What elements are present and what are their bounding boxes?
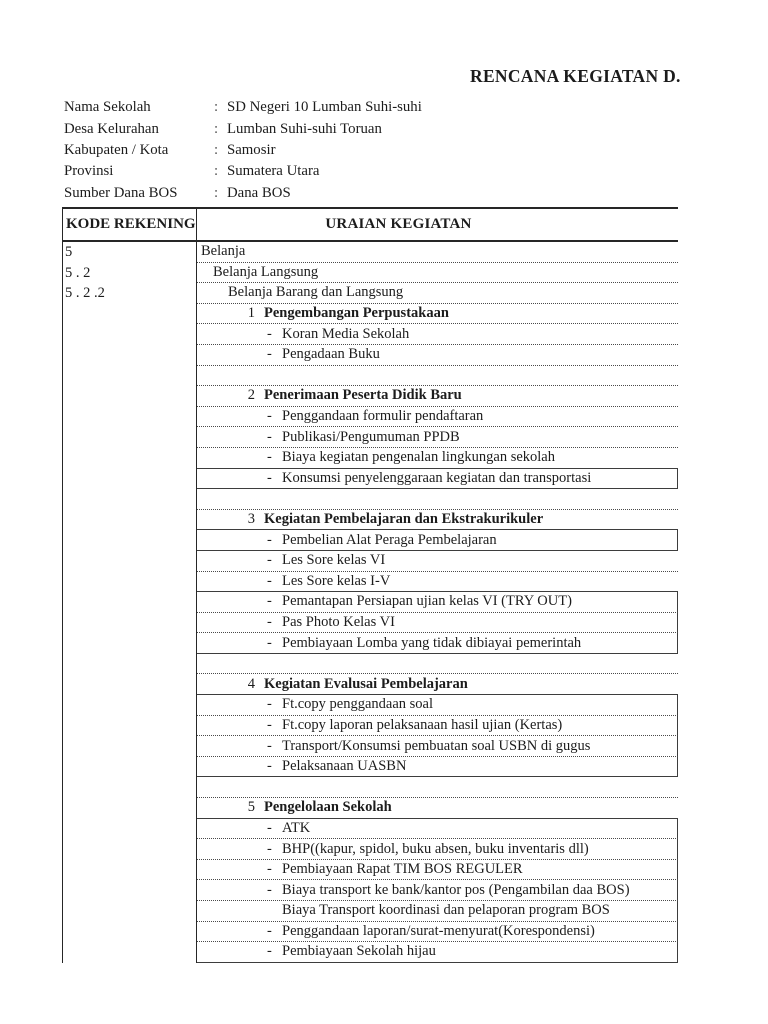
uraian-cell	[197, 510, 678, 531]
item-text: Pelaksanaan UASBN	[282, 758, 407, 775]
item-dash: -	[267, 819, 272, 836]
item-text: Ft.copy penggandaan soal	[282, 696, 434, 713]
section-title: Pengembangan Perpustakaan	[264, 305, 449, 322]
item-dash: -	[267, 881, 272, 898]
table-row	[62, 819, 678, 840]
kode-rekening-cell	[62, 674, 197, 695]
info-row	[64, 161, 422, 182]
section-number: 2	[247, 387, 255, 404]
column-header-uraian-kegiatan: URAIAN KEGIATAN	[325, 216, 472, 232]
uraian-cell	[197, 304, 678, 325]
item-dash: -	[267, 531, 272, 548]
item-dash: -	[267, 737, 272, 754]
item-dash: -	[267, 572, 272, 589]
item-text: ATK	[282, 819, 311, 836]
uraian-cell	[197, 345, 678, 366]
info-separator: :	[214, 99, 219, 116]
kode-rekening-cell	[62, 819, 197, 840]
table-row	[62, 922, 678, 943]
item-dash: -	[267, 922, 272, 939]
section-title: Pengelolaan Sekolah	[264, 799, 392, 816]
item-text: Konsumsi penyelenggaraan kegiatan dan transportasi	[282, 469, 592, 486]
table-row	[62, 366, 678, 387]
kode-rekening-cell: 5 . 2 .2	[62, 283, 197, 304]
page-title: RENCANA KEGIATAN D.	[470, 66, 681, 86]
info-label: Nama Sekolah	[64, 99, 151, 116]
info-label: Provinsi	[64, 163, 114, 180]
section-title: Kegiatan Pembelajaran dan Ekstrakurikuler	[264, 511, 544, 528]
item-text: Pengadaan Buku	[282, 346, 380, 363]
uraian-cell	[197, 489, 678, 510]
uraian-cell	[197, 386, 678, 407]
table-row	[62, 407, 678, 428]
uraian-cell	[197, 860, 678, 881]
kode-rekening-cell	[62, 510, 197, 531]
info-row	[64, 97, 422, 118]
kode-rekening-cell	[62, 530, 197, 551]
uraian-cell	[197, 942, 678, 963]
uraian-cell	[197, 407, 678, 428]
kode-rekening-cell	[62, 551, 197, 572]
table-header-row	[62, 209, 678, 242]
table-row	[62, 510, 678, 531]
uraian-cell	[197, 366, 678, 387]
budget-table	[62, 207, 678, 963]
item-text: Koran Media Sekolah	[282, 325, 410, 342]
uraian-cell	[197, 468, 678, 490]
table-row	[62, 427, 678, 448]
table-row	[62, 263, 678, 284]
item-text: Pas Photo Kelas VI	[282, 613, 395, 630]
item-text: Belanja	[201, 243, 246, 260]
info-separator: :	[214, 184, 219, 201]
item-dash: -	[267, 613, 272, 630]
uraian-cell	[197, 694, 678, 716]
item-dash: -	[267, 634, 272, 651]
table-row	[62, 942, 678, 963]
kode-rekening-cell	[62, 922, 197, 943]
table-row	[62, 613, 678, 634]
item-text: Publikasi/Pengumuman PPDB	[282, 428, 460, 445]
item-text: Biaya kegiatan pengenalan lingkungan sekolah	[282, 449, 555, 466]
table-row	[62, 530, 678, 551]
uraian-cell	[197, 818, 678, 840]
info-value: Samosir	[227, 141, 276, 158]
item-text: Pembiayaan Rapat TIM BOS REGULER	[282, 861, 523, 878]
info-row	[64, 183, 422, 204]
table-row	[62, 469, 678, 490]
table-row	[62, 716, 678, 737]
info-separator: :	[214, 163, 219, 180]
info-separator: :	[214, 141, 219, 158]
item-dash: -	[267, 408, 272, 425]
kode-rekening-cell	[62, 736, 197, 757]
item-dash: -	[267, 552, 272, 569]
uraian-cell	[197, 427, 678, 448]
uraian-cell	[197, 922, 678, 943]
table-row	[62, 860, 678, 881]
uraian-cell	[197, 324, 678, 345]
uraian-cell	[197, 674, 678, 695]
info-label: Kabupaten / Kota	[64, 141, 169, 158]
kode-rekening-cell	[62, 839, 197, 860]
kode-rekening-cell	[62, 633, 197, 654]
table-row	[62, 880, 678, 901]
table-body	[62, 242, 678, 963]
info-separator: :	[214, 120, 219, 137]
kode-rekening-cell	[62, 386, 197, 407]
section-number: 5	[247, 799, 255, 816]
section-number: 4	[247, 675, 255, 692]
table-row	[62, 345, 678, 366]
uraian-cell	[197, 880, 678, 901]
kode-rekening-cell	[62, 427, 197, 448]
kode-rekening-cell	[62, 572, 197, 593]
kode-rekening-cell	[62, 345, 197, 366]
item-text: Penggandaan formulir pendaftaran	[282, 408, 484, 425]
kode-rekening-cell	[62, 901, 197, 922]
table-row	[62, 551, 678, 572]
kode-rekening-cell	[62, 777, 197, 798]
table-row	[62, 448, 678, 469]
kode-rekening-cell	[62, 448, 197, 469]
table-row	[62, 572, 678, 593]
info-label: Desa Kelurahan	[64, 120, 159, 137]
uraian-cell	[197, 736, 678, 757]
uraian-cell	[197, 798, 678, 819]
kode-rekening-cell	[62, 324, 197, 345]
kode-rekening-cell	[62, 469, 197, 490]
kode-rekening-cell	[62, 366, 197, 387]
table-row	[62, 324, 678, 345]
kode-rekening-cell	[62, 695, 197, 716]
kode-rekening-cell	[62, 489, 197, 510]
kode-rekening-cell	[62, 592, 197, 613]
info-value: Sumatera Utara	[227, 163, 320, 180]
info-row	[64, 118, 422, 139]
table-row	[62, 592, 678, 613]
table-row	[62, 654, 678, 675]
table-row	[62, 901, 678, 922]
item-dash: -	[267, 593, 272, 610]
uraian-cell	[197, 242, 678, 263]
item-text: Penggandaan laporan/surat-menyurat(Korespondensi)	[282, 922, 595, 939]
item-text: Belanja Barang dan Langsung	[228, 284, 404, 301]
item-text: Pembiayaan Lomba yang tidak dibiayai pemerintah	[282, 634, 582, 651]
table-row	[62, 674, 678, 695]
item-text: Belanja Langsung	[213, 263, 319, 280]
table-row	[62, 757, 678, 778]
uraian-cell	[197, 757, 678, 778]
item-text: Les Sore kelas I-V	[282, 572, 391, 589]
uraian-cell	[197, 839, 678, 860]
item-dash: -	[267, 840, 272, 857]
item-text: Pembiayaan Sekolah hijau	[282, 943, 436, 960]
item-dash: -	[267, 325, 272, 342]
uraian-cell	[197, 572, 678, 593]
kode-rekening-cell	[62, 613, 197, 634]
item-text: BHP((kapur, spidol, buku absen, buku inventaris dll)	[282, 840, 589, 857]
item-text: Biaya Transport koordinasi dan pelaporan program BOS	[282, 902, 610, 919]
table-row	[62, 283, 678, 304]
table-row	[62, 242, 678, 263]
uraian-cell	[197, 654, 678, 675]
table-row	[62, 736, 678, 757]
kode-rekening-cell	[62, 716, 197, 737]
item-text: Pembelian Alat Peraga Pembelajaran	[282, 531, 497, 548]
item-text: Transport/Konsumsi pembuatan soal USBN di gugus	[282, 737, 591, 754]
item-dash: -	[267, 469, 272, 486]
kode-rekening-cell	[62, 942, 197, 963]
uraian-cell	[197, 633, 678, 654]
info-row	[64, 140, 422, 161]
kode-rekening-cell	[62, 757, 197, 778]
uraian-cell	[197, 551, 678, 572]
table-row	[62, 695, 678, 716]
kode-rekening-cell	[62, 407, 197, 428]
section-title: Kegiatan Evalusai Pembelajaran	[264, 675, 468, 692]
table-row	[62, 489, 678, 510]
kode-rekening-cell	[62, 654, 197, 675]
item-text: Les Sore kelas VI	[282, 552, 386, 569]
item-dash: -	[267, 758, 272, 775]
uraian-cell	[197, 716, 678, 737]
item-dash: -	[267, 346, 272, 363]
info-value: Lumban Suhi-suhi Toruan	[227, 120, 382, 137]
item-dash: -	[267, 943, 272, 960]
table-row	[62, 798, 678, 819]
kode-rekening-cell	[62, 798, 197, 819]
kode-rekening-cell: 5 . 2	[62, 263, 197, 284]
uraian-cell	[197, 448, 678, 469]
uraian-cell	[197, 529, 678, 551]
item-dash: -	[267, 716, 272, 733]
table-row	[62, 633, 678, 654]
kode-rekening-cell	[62, 860, 197, 881]
uraian-cell	[197, 777, 678, 798]
kode-rekening-cell: 5	[62, 242, 197, 263]
table-row	[62, 386, 678, 407]
item-dash: -	[267, 428, 272, 445]
item-dash: -	[267, 861, 272, 878]
section-number: 1	[247, 305, 255, 322]
item-dash: -	[267, 696, 272, 713]
table-row	[62, 777, 678, 798]
item-text: Ft.copy laporan pelaksanaan hasil ujian (Kertas)	[282, 716, 563, 733]
info-label: Sumber Dana BOS	[64, 184, 178, 201]
section-title: Penerimaan Peserta Didik Baru	[264, 387, 462, 404]
uraian-cell	[197, 263, 678, 284]
uraian-cell	[197, 901, 678, 922]
info-value: Dana BOS	[227, 184, 291, 201]
school-info-block	[64, 97, 422, 204]
section-number: 3	[247, 511, 255, 528]
kode-rekening-cell	[62, 304, 197, 325]
item-text: Biaya transport ke bank/kantor pos (Pengambilan daa BOS)	[282, 881, 630, 898]
info-value: SD Negeri 10 Lumban Suhi-suhi	[227, 99, 422, 116]
uraian-cell	[197, 591, 678, 613]
uraian-cell	[197, 283, 678, 304]
kode-rekening-cell	[62, 880, 197, 901]
table-row	[62, 304, 678, 325]
column-header-kode-rekening: KODE REKENING	[62, 209, 197, 240]
item-text: Pemantapan Persiapan ujian kelas VI (TRY OUT)	[282, 593, 572, 610]
table-row	[62, 839, 678, 860]
uraian-cell	[197, 613, 678, 634]
item-dash: -	[267, 449, 272, 466]
